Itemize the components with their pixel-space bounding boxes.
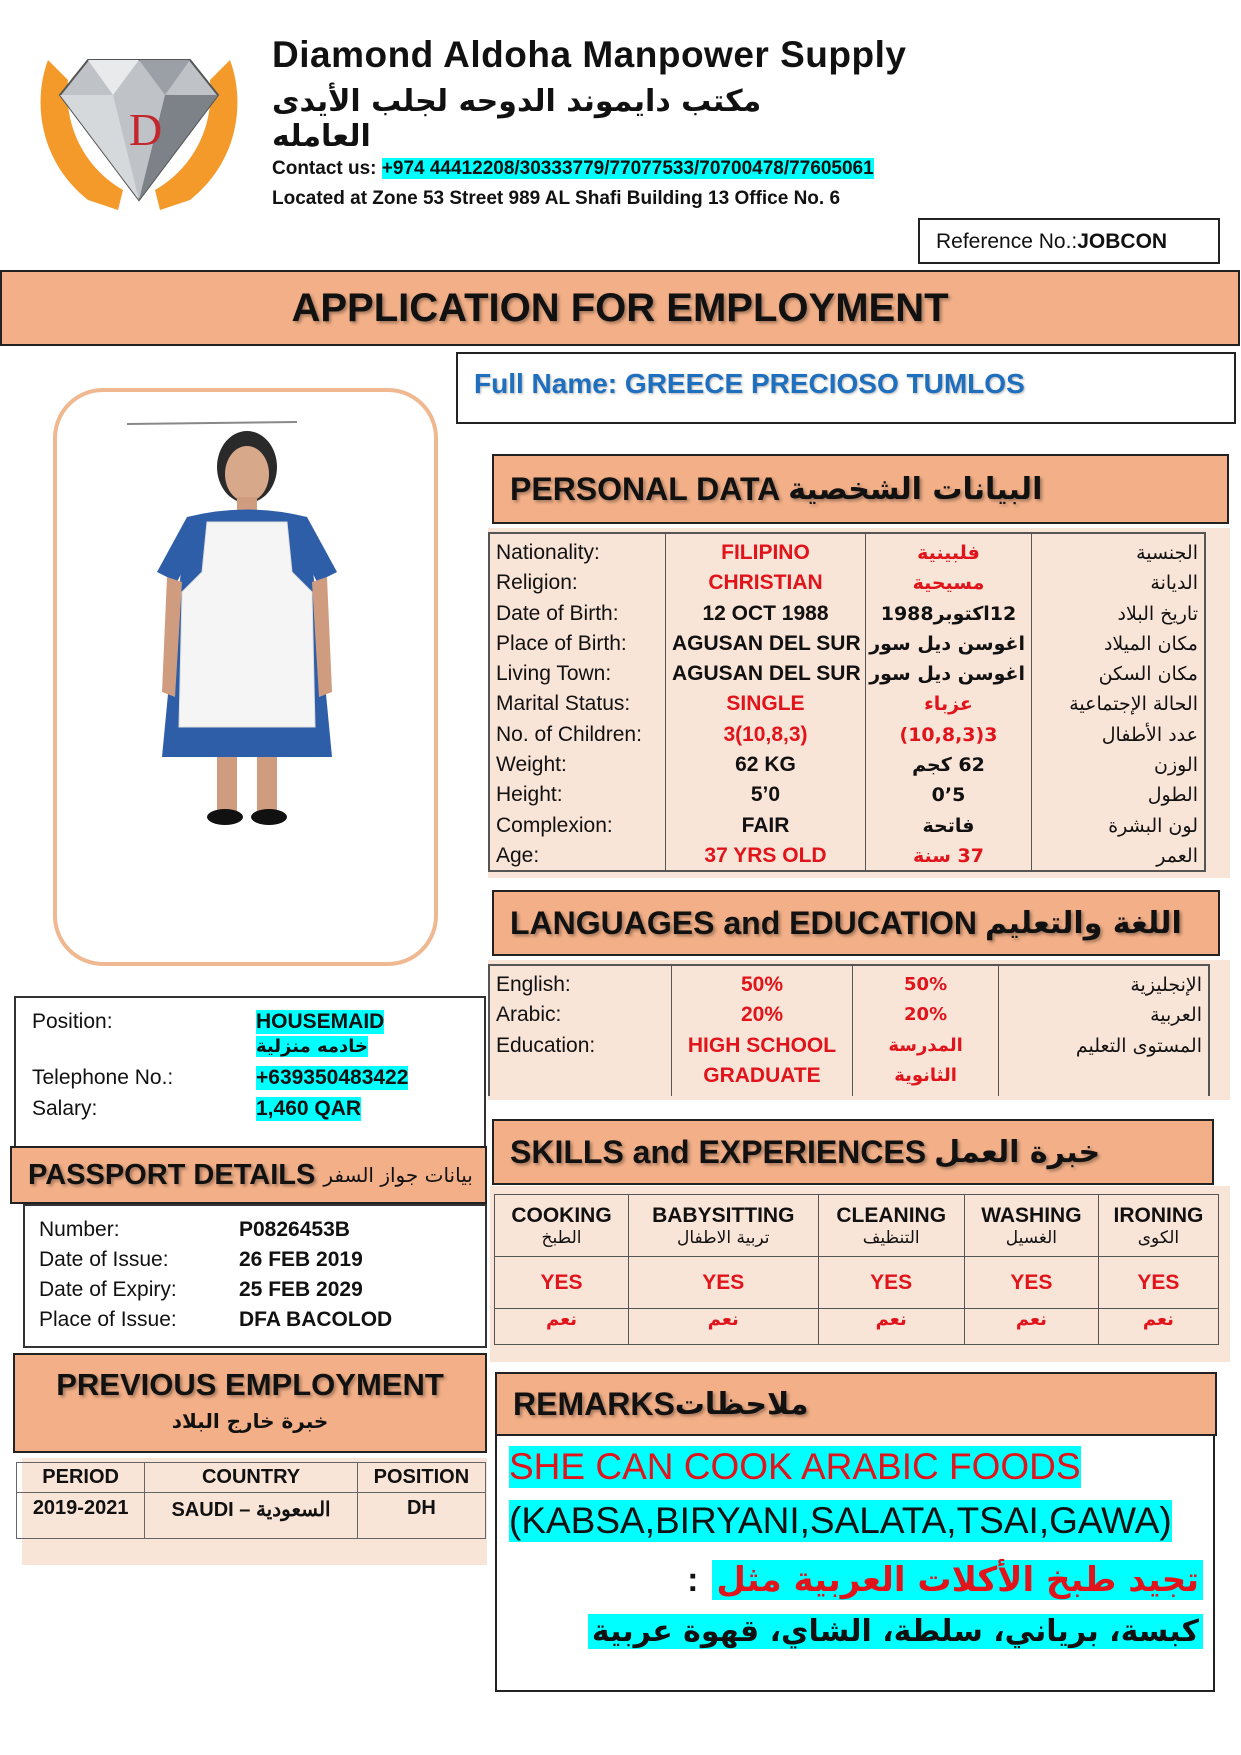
skill-answer: YES <box>964 1257 1098 1309</box>
previous-employment-heading <box>13 1353 487 1453</box>
pd-label: Religion: <box>496 571 578 595</box>
remark-line-4-ar: كبسة، برياني، سلطة، الشاي، قهوة عربية <box>588 1614 1203 1649</box>
skill-name-ar: الغسيل <box>1005 1227 1057 1248</box>
full-name-label: Full Name: <box>474 368 625 399</box>
telephone-value: +639350483422 <box>256 1066 409 1089</box>
position-value: HOUSEMAID <box>256 1010 385 1033</box>
pd-label-ar: العمر <box>1156 844 1198 867</box>
applicant-photo <box>53 388 438 966</box>
address: Located at Zone 53 Street 989 AL Shafi Building 13 Office No. 6 <box>272 188 841 209</box>
languages-heading <box>492 890 1220 956</box>
languages-title-ar: اللغة والتعليم <box>984 905 1182 941</box>
prev-header-row <box>17 1463 486 1493</box>
skills-title: SKILLS and EXPERIENCES <box>510 1133 927 1170</box>
prev-column-header: COUNTRY <box>145 1463 358 1493</box>
previous-employment-table <box>16 1462 486 1539</box>
skill-name-cell <box>1098 1195 1218 1257</box>
pd-value: SINGLE <box>726 692 805 716</box>
personal-data-table <box>488 532 1206 872</box>
skill-name-ar: الكوى <box>1137 1227 1180 1248</box>
prev-employment-row <box>17 1493 486 1539</box>
pd-label: Marital Status: <box>496 692 631 716</box>
skill-name-ar: التنظيف <box>862 1227 920 1248</box>
company-logo <box>28 40 250 216</box>
skill-answer-ar: نعم <box>629 1309 819 1345</box>
lang-value: 20% <box>740 1003 783 1027</box>
pd-label-ar: مكان السكن <box>1098 663 1198 686</box>
skills-answer-row-ar <box>495 1309 1219 1345</box>
remark-colon: : <box>687 1560 699 1599</box>
lang-label: Education: <box>496 1033 596 1057</box>
pd-value-ar: 3(10,8,3) <box>899 723 998 746</box>
pd-label-ar: تاريخ البلاد <box>1117 602 1198 625</box>
pd-value-ar: مسيحية <box>912 572 985 595</box>
pd-label-ar: الطول <box>1147 784 1198 807</box>
pd-value-ar: فلبينية <box>917 542 980 564</box>
pd-label-ar: الوزن <box>1153 754 1198 777</box>
pd-value: CHRISTIAN <box>708 571 823 595</box>
pd-value-ar: 12اكتوبر1988 <box>880 602 1017 625</box>
lang-labels-ar <box>999 966 1208 1096</box>
pd-label: Nationality: <box>496 541 600 564</box>
contact-line <box>272 158 874 180</box>
pd-value: AGUSAN DEL SUR <box>671 662 861 686</box>
salary-label: Salary: <box>32 1097 98 1120</box>
passport-value: P0826453B <box>239 1218 350 1241</box>
contact-numbers: +974 44412208/30333779/77077533/70700478/77605061 <box>381 158 874 179</box>
prev-country: SAUDI – السعودية <box>145 1493 358 1539</box>
pd-label-ar: الديانة <box>1150 572 1198 595</box>
skills-table <box>494 1194 1219 1345</box>
lang-value: HIGH SCHOOL <box>687 1033 837 1057</box>
previous-employment-title-ar: خبرة خارج البلاد <box>171 1409 329 1433</box>
salary-value: 1,460 QAR <box>256 1097 362 1120</box>
remark-line-3 <box>687 1560 1203 1600</box>
pd-value: 5’0 <box>750 783 781 807</box>
pd-value: 3(10,8,3) <box>723 722 808 746</box>
languages-table <box>488 964 1210 1096</box>
personal-data-title-ar: البيانات الشخصية <box>788 471 1043 507</box>
pd-value: AGUSAN DEL SUR <box>671 631 861 655</box>
skill-answer: YES <box>1098 1257 1218 1309</box>
reference-box <box>918 218 1220 264</box>
passport-value: 26 FEB 2019 <box>239 1248 363 1271</box>
languages-title: LANGUAGES and EDUCATION <box>510 904 977 941</box>
personal-data-panel <box>488 528 1230 878</box>
skill-name-cell <box>495 1195 629 1257</box>
passport-box <box>23 1204 487 1348</box>
passport-value: DFA BACOLOD <box>239 1308 393 1331</box>
pd-value: FAIR <box>741 813 790 837</box>
pd-value-ar: اغوسن ديل سور <box>869 663 1025 686</box>
pd-label: Date of Birth: <box>496 601 619 625</box>
personal-data-title: PERSONAL DATA <box>510 470 781 507</box>
skill-name: BABYSITTING <box>652 1203 795 1227</box>
reference-value: JOBCON <box>1077 230 1168 253</box>
previous-employment-panel <box>22 1458 487 1565</box>
lang-label-ar: المستوى التعليم <box>1075 1034 1202 1057</box>
pd-labels-ar <box>1032 534 1204 870</box>
contact-label: Contact us: <box>272 158 382 179</box>
pd-values <box>666 534 866 870</box>
remark-line-2: (KABSA,BIRYANI,SALATA,TSAI,GAWA) <box>509 1500 1172 1541</box>
lang-label-ar: الإنجليزية <box>1130 974 1202 996</box>
pd-label: Place of Birth: <box>496 631 627 655</box>
full-name-value: GREECE PRECIOSO TUMLOS <box>624 368 1025 399</box>
skill-name-cell <box>964 1195 1098 1257</box>
skill-name-ar: تربية الاطفال <box>676 1227 770 1248</box>
pd-value: 37 YRS OLD <box>704 843 827 867</box>
position-label: Position: <box>32 1010 113 1033</box>
pd-label-ar: مكان الميلاد <box>1103 632 1198 655</box>
passport-label: Number: <box>39 1218 120 1241</box>
skill-name: CLEANING <box>836 1203 947 1227</box>
lang-values-ar <box>853 966 999 1096</box>
remarks-heading <box>495 1372 1217 1436</box>
pd-value-ar: 62 كجم <box>912 754 985 777</box>
lang-value-ar: 20% <box>904 1004 948 1026</box>
passport-heading <box>10 1146 487 1204</box>
skill-name: WASHING <box>981 1203 1082 1227</box>
pd-labels <box>490 534 666 870</box>
pd-label: Living Town: <box>496 662 612 686</box>
lang-label: Arabic: <box>496 1003 562 1027</box>
lang-value-ar: 50% <box>904 974 948 995</box>
pd-value-ar: 5’0 <box>931 784 966 807</box>
passport-value: 25 FEB 2029 <box>239 1278 363 1301</box>
passport-label: Place of Issue: <box>39 1308 177 1331</box>
pd-value-ar: فاتحة <box>922 814 975 837</box>
pd-label-ar: الجنسية <box>1136 542 1198 564</box>
pd-value: 12 OCT 1988 <box>702 601 829 625</box>
skill-answer: YES <box>818 1257 964 1309</box>
remarks-box <box>495 1436 1215 1692</box>
skill-answer-ar: نعم <box>964 1309 1098 1345</box>
passport-title: PASSPORT DETAILS <box>28 1158 316 1191</box>
prev-period: 2019-2021 <box>17 1493 145 1539</box>
prev-column-header: PERIOD <box>17 1463 145 1493</box>
pd-value-ar: عزباء <box>924 693 973 716</box>
skill-name: COOKING <box>511 1203 612 1227</box>
skill-answer-ar: نعم <box>1098 1309 1218 1345</box>
prev-column-header: POSITION <box>357 1463 485 1493</box>
lang-value: GRADUATE <box>703 1063 821 1087</box>
passport-label: Date of Issue: <box>39 1248 169 1271</box>
logo-letter: D <box>129 104 163 155</box>
remarks-title-ar: ملاحظات <box>674 1386 809 1422</box>
prev-position: DH <box>357 1493 485 1539</box>
pd-value: 62 KG <box>735 753 796 777</box>
pd-label: Age: <box>496 843 540 867</box>
pd-values-ar <box>866 534 1032 870</box>
reference-label: Reference No.: <box>936 230 1078 253</box>
skill-answer: YES <box>495 1257 629 1309</box>
company-name-arabic: مكتب دايموند الدوحه لجلب الأيدى العامله <box>272 84 762 154</box>
skill-answer-ar: نعم <box>495 1309 629 1345</box>
languages-panel <box>488 960 1230 1100</box>
full-name-box <box>456 352 1236 424</box>
skill-name: IRONING <box>1113 1203 1204 1227</box>
remark-line-1: SHE CAN COOK ARABIC FOODS <box>509 1446 1081 1487</box>
skills-header-row <box>495 1195 1219 1257</box>
lang-label <box>496 1061 665 1091</box>
page-title: APPLICATION FOR EMPLOYMENT <box>0 270 1240 346</box>
pd-label: Height: <box>496 783 563 807</box>
passport-title-ar: بيانات جواز السفر <box>323 1163 473 1187</box>
skills-answer-row <box>495 1257 1219 1309</box>
skills-heading <box>492 1119 1214 1185</box>
lang-value-ar: المدرسة <box>888 1034 963 1056</box>
telephone-label: Telephone No.: <box>32 1066 174 1089</box>
pd-value-ar: اغوسن ديل سور <box>869 632 1025 655</box>
skills-title-ar: خبرة العمل <box>934 1134 1101 1170</box>
previous-employment-title: PREVIOUS EMPLOYMENT <box>56 1367 444 1402</box>
lang-value: 50% <box>740 973 783 996</box>
lang-label-ar: العربية <box>1150 1004 1202 1027</box>
pd-value-ar: 37 سنة <box>912 844 984 867</box>
skill-name-ar: الطبخ <box>541 1227 582 1248</box>
skill-answer: YES <box>629 1257 819 1309</box>
skill-name-cell <box>629 1195 819 1257</box>
personal-data-heading <box>492 454 1229 524</box>
skills-panel <box>490 1186 1230 1362</box>
passport-label: Date of Expiry: <box>39 1278 177 1301</box>
pd-value: FILIPINO <box>721 541 810 564</box>
pd-label-ar: لون البشرة <box>1108 814 1198 837</box>
lang-values <box>672 966 853 1096</box>
lang-label: English: <box>496 973 571 996</box>
pd-label-ar: عدد الأطفال <box>1101 723 1198 746</box>
position-box <box>14 996 486 1148</box>
lang-value-ar: الثانوية <box>894 1064 957 1086</box>
pd-label: Complexion: <box>496 813 613 837</box>
company-name: Diamond Aldoha Manpower Supply <box>272 34 907 75</box>
remarks-title: REMARKS <box>513 1385 675 1422</box>
remark-line-3-ar: تجيد طبخ الأكلات العربية مثل <box>712 1560 1203 1600</box>
position-value-ar: خادمه منزلية <box>256 1036 369 1057</box>
lang-labels <box>490 966 672 1096</box>
skill-answer-ar: نعم <box>818 1309 964 1345</box>
pd-label-ar: الحالة الإجتماعية <box>1069 693 1198 716</box>
pd-label: Weight: <box>496 753 567 777</box>
lang-label-ar <box>1005 1061 1202 1091</box>
pd-label: No. of Children: <box>496 722 642 746</box>
skill-name-cell <box>818 1195 964 1257</box>
